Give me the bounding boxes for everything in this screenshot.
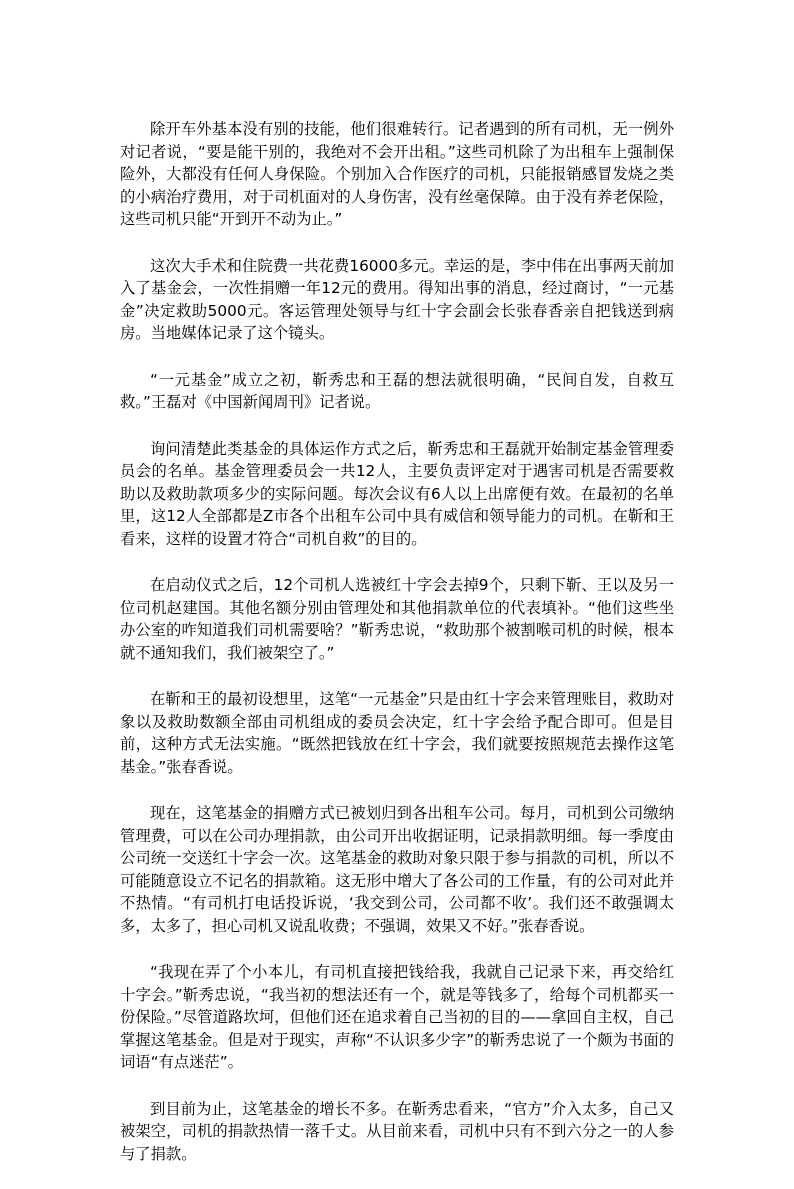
- paragraph-4: 询问清楚此类基金的具体运作方式之后，靳秀忠和王磊就开始制定基金管理委员会的名单。基金管理委员会一共12人，主要负责评定对于遇害司机是否需要救助以及救助款项多少的实际问题。每次会议有6人以上出席便有效。在最初的名单里，这12人全部都是Z市各个出租车公司中具有威信和领导能力的司机。在靳和王看来，这样的设置才符合“司机自救”的目的。: [120, 439, 674, 548]
- paragraph-8: “我现在弄了个小本儿，有司机直接把钱给我，我就自己记录下来，再交给红十字会。”靳秀忠说，“我当初的想法还有一个，就是等钱多了，给每个司机都买一份保险。”尽管道路坎坷，但他们还在追求着自己当初的目的——拿回自主权，自己掌握这笔基金。但是对于现实，声称“不认识多少字”的靳秀忠说了一个颇为书面的词语“有点迷茫”。: [120, 963, 674, 1071]
- paragraph-3: “一元基金”成立之初，靳秀忠和王磊的想法就很明确，“民间自发，自救互救。”王磊对《中国新闻周刊》记者说。: [120, 370, 674, 411]
- paragraph-6: 在靳和王的最初设想里，这笔“一元基金”只是由红十字会来管理账目，救助对象以及救助数额全部由司机组成的委员会决定，红十字会给予配合即可。但是目前，这种方式无法实施。“既然把钱放在红十字会，我们就要按照规范去操作这笔基金。”张春香说。: [120, 690, 674, 776]
- document-body: [120, 118, 674, 1189]
- paragraph-5: 在启动仪式之后，12个司机人选被红十字会去掉9个，只剩下靳、王以及另一位司机赵建国。其他名额分别由管理处和其他捐款单位的代表填补。“他们这些坐办公室的咋知道我们司机需要啥？”靳秀忠说，“救助那个被割喉司机的时候，根本就不通知我们，我们被架空了。”: [120, 576, 674, 662]
- paragraph-9: 到目前为止，这笔基金的增长不多。在靳秀忠看来，“官方”介入太多，自己又被架空，司机的捐款热情一落千丈。从目前来看，司机中只有不到六分之一的人参与了捐款。: [120, 1099, 674, 1163]
- paragraph-1: 除开车外基本没有别的技能，他们很难转行。记者遇到的所有司机，无一例外对记者说，“要是能干别的，我绝对不会开出租。”这些司机除了为出租车上强制保险外，大都没有任何人身保险。个别加入合作医疗的司机，只能报销感冒发烧之类的小病治疗费用，对于司机面对的人身伤害，没有丝毫保障。由于没有养老保险，这些司机只能“开到开不动为止。”: [120, 120, 674, 228]
- paragraph-7: 现在，这笔基金的捐赠方式已被划归到各出租车公司。每月，司机到公司缴纳管理费，可以在公司办理捐款，由公司开出收据证明，记录捐款明细。每一季度由公司统一交送红十字会一次。这笔基金的救助对象只限于参与捐款的司机，所以不可能随意设立不记名的捐款箱。这无形中增大了各公司的工作量，有的公司对此并不热情。“有司机打电话投诉说，‘我交到公司，公司都不收’。我们还不敢强调太多，太多了，担心司机又说乱收费；不强调，效果又不好。”张春香说。: [120, 804, 674, 935]
- paragraph-2: 这次大手术和住院费一共花费16000多元。幸运的是，李中伟在出事两天前加入了基金会，一次性捐赠一年12元的费用。得知出事的消息，经过商讨，“一元基金”决定救助5000元。客运管理处领导与红十字会副会长张春香亲自把钱送到病房。当地媒体记录了这个镜头。: [120, 256, 674, 342]
